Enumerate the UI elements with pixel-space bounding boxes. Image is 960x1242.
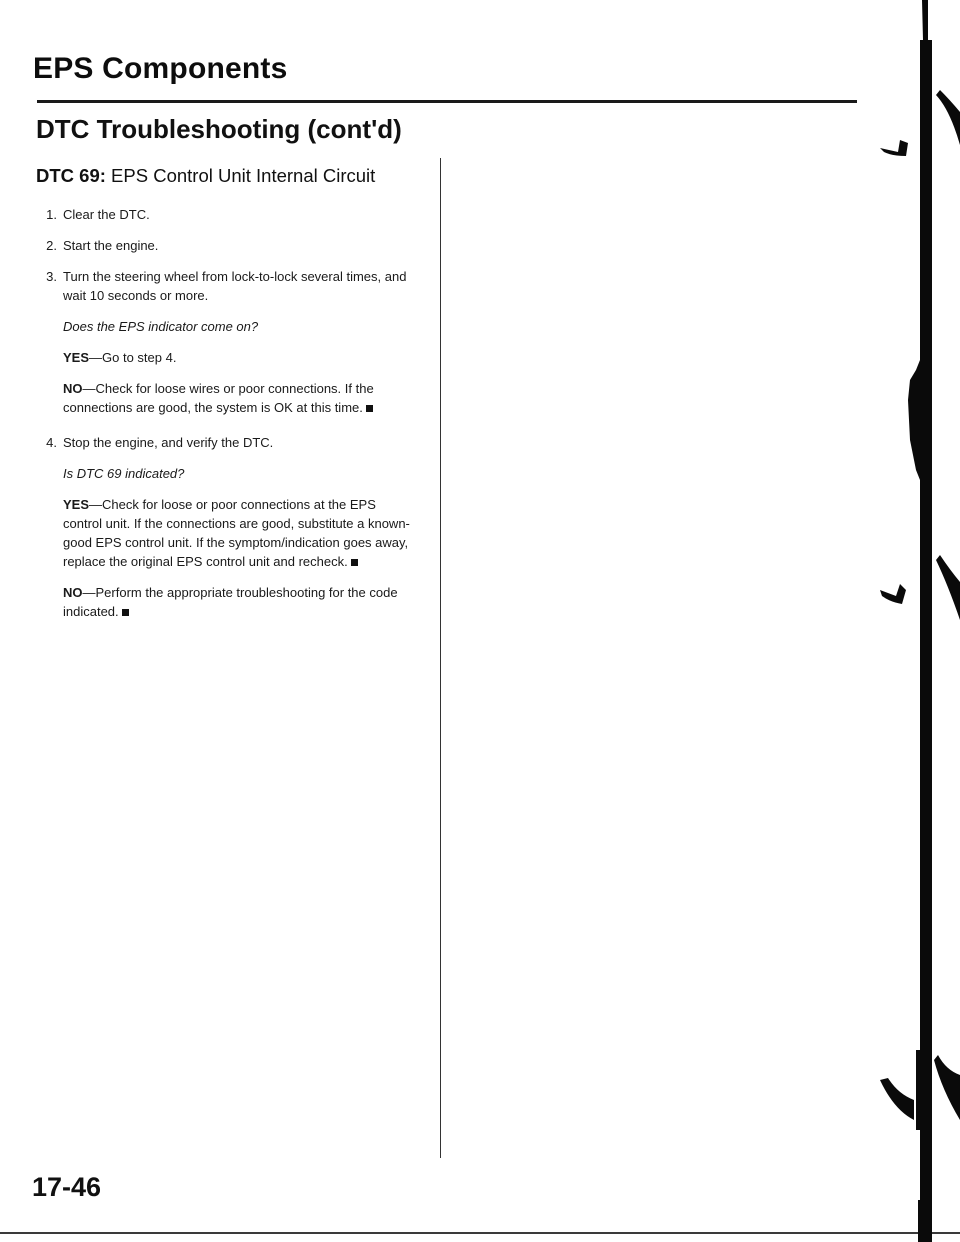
answer-text: Go to step 4. — [102, 350, 177, 365]
step-2 — [37, 236, 415, 255]
answer-yes-2 — [37, 495, 415, 571]
binding-notch-bottom — [934, 1055, 960, 1120]
answer-text: Check for loose wires or poor connections. If the connections are good, the system is OK at this time. — [63, 381, 374, 415]
answer-text: Check for loose or poor connections at the EPS control unit. If the connections are good, substitute a known-good EPS control unit. If the symptom/indication goes away, replace the original EPS control unit and recheck. — [63, 497, 410, 569]
step-4 — [37, 433, 415, 452]
page-title: EPS Components — [33, 52, 288, 85]
answer-key-yes: YES — [63, 350, 90, 365]
answer-key-no: NO — [63, 585, 83, 600]
step-text: Turn the steering wheel from lock-to-lock several times, and wait 10 seconds or more. — [63, 269, 407, 303]
question-2: Is DTC 69 indicated? — [63, 466, 185, 481]
procedure-body — [37, 205, 415, 633]
bottom-rule — [0, 1232, 960, 1234]
answer-no-1 — [37, 379, 415, 417]
answer-no-2 — [37, 583, 415, 621]
answer-dash: — — [82, 585, 96, 600]
dtc-code: DTC 69: — [36, 165, 106, 186]
binding-edge-graphic — [880, 0, 960, 1242]
binding-edge-shape — [908, 0, 932, 1242]
page-number: 17-46 — [32, 1172, 102, 1202]
step-text: Stop the engine, and verify the DTC. — [63, 435, 274, 450]
answer-dash: — — [82, 381, 96, 396]
end-mark-icon — [366, 405, 373, 412]
step-number: 2. — [46, 238, 57, 253]
title-rule — [37, 100, 857, 103]
step-number: 3. — [46, 269, 57, 284]
answer-dash: — — [89, 350, 103, 365]
step-text: Start the engine. — [63, 238, 159, 253]
end-mark-icon — [122, 609, 129, 616]
question-1: Does the EPS indicator come on? — [63, 319, 259, 334]
binding-notch-mid — [936, 555, 960, 620]
answer-key-no: NO — [63, 381, 83, 396]
answer-dash: — — [89, 497, 103, 512]
binding-tab-left-bottom — [880, 1078, 914, 1120]
dtc-heading — [36, 165, 375, 187]
step-number: 1. — [46, 207, 57, 222]
binding-tab-left-mid — [880, 584, 906, 604]
section-heading: DTC Troubleshooting (cont'd) — [36, 114, 402, 144]
answer-yes-1 — [37, 348, 415, 367]
column-divider — [440, 158, 441, 1158]
step-1 — [37, 205, 415, 224]
end-mark-icon — [351, 559, 358, 566]
dtc-name: EPS Control Unit Internal Circuit — [111, 165, 376, 186]
step-number: 4. — [46, 435, 57, 450]
binding-tab-left-top — [880, 140, 908, 156]
binding-notch-top — [936, 90, 960, 145]
answer-text: Perform the appropriate troubleshooting for the code indicated. — [63, 585, 398, 619]
answer-key-yes: YES — [63, 497, 90, 512]
step-text: Clear the DTC. — [63, 207, 150, 222]
step-3 — [37, 267, 415, 305]
